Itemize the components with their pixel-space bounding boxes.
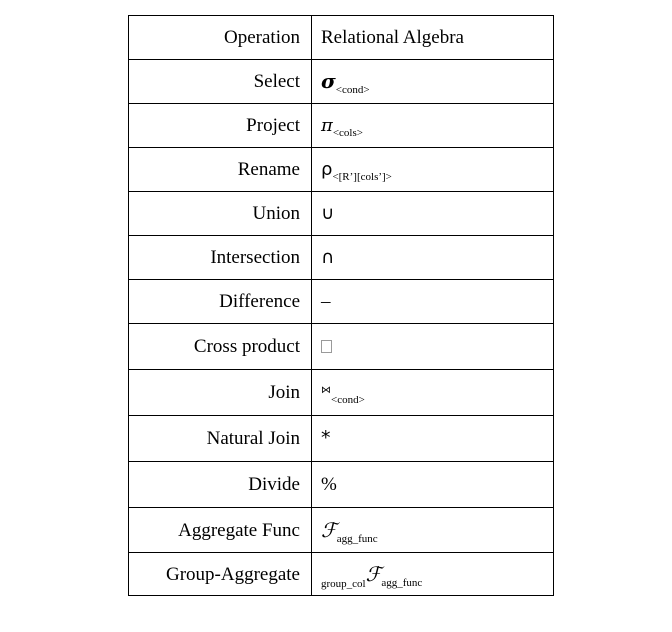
algebra-notation — [312, 416, 554, 462]
operation-name: Union — [129, 192, 312, 236]
notation-subscript: <cols> — [332, 127, 363, 139]
operation-name: Natural Join — [129, 416, 312, 462]
operation-name: Aggregate Func — [129, 508, 312, 553]
operation-name: Project — [129, 104, 312, 148]
operation-name: Select — [129, 60, 312, 104]
algebra-notation — [312, 148, 554, 192]
algebra-notation — [312, 324, 554, 370]
join-symbol: ⋈ — [321, 385, 331, 396]
notation-subscript: <cond> — [331, 394, 365, 406]
header-relational-algebra: Relational Algebra — [312, 16, 554, 60]
table-row — [129, 370, 554, 416]
algebra-notation — [312, 60, 554, 104]
table-row — [129, 236, 554, 280]
table-row — [129, 280, 554, 324]
algebra-notation — [312, 370, 554, 416]
divide-symbol: % — [321, 474, 337, 495]
table-row — [129, 60, 554, 104]
algebra-notation — [312, 462, 554, 508]
table-header-row — [129, 16, 554, 60]
algebra-notation — [312, 236, 554, 280]
table-row — [129, 553, 554, 596]
union-symbol: ∪ — [321, 203, 335, 224]
algebra-notation — [312, 192, 554, 236]
relational-algebra-table — [128, 15, 554, 596]
table-row — [129, 462, 554, 508]
project-symbol: π — [321, 115, 333, 136]
header-operation: Operation — [129, 16, 312, 60]
operation-name: Divide — [129, 462, 312, 508]
operation-name: Difference — [129, 280, 312, 324]
aggregate-symbol: ℱ — [365, 561, 382, 586]
notation-subscript: <cond> — [335, 84, 370, 96]
difference-symbol: – — [321, 291, 331, 312]
notation-subscript: agg_func — [336, 532, 378, 545]
notation-subscript: agg_func — [381, 576, 423, 589]
operation-name: Group-Aggregate — [129, 553, 312, 596]
table-row — [129, 416, 554, 462]
table-row — [129, 192, 554, 236]
rename-symbol: ρ — [321, 159, 333, 180]
intersection-symbol: ∩ — [321, 247, 335, 268]
notation-prescript: group_col — [321, 577, 366, 590]
aggregate-symbol: ℱ — [321, 517, 337, 542]
algebra-notation — [312, 280, 554, 324]
operation-name: Intersection — [129, 236, 312, 280]
operation-name: Rename — [129, 148, 312, 192]
algebra-notation — [312, 508, 554, 553]
algebra-notation — [312, 104, 554, 148]
operation-name: Join — [129, 370, 312, 416]
algebra-notation — [312, 553, 554, 596]
operation-name: Cross product — [129, 324, 312, 370]
notation-subscript: <[R’][cols’]> — [332, 171, 392, 183]
box-glyph-icon — [321, 340, 332, 353]
table-row — [129, 324, 554, 370]
table-row — [129, 508, 554, 553]
natural-join-symbol: * — [321, 427, 331, 449]
select-symbol: σ — [321, 69, 336, 93]
table-row — [129, 148, 554, 192]
table-row — [129, 104, 554, 148]
